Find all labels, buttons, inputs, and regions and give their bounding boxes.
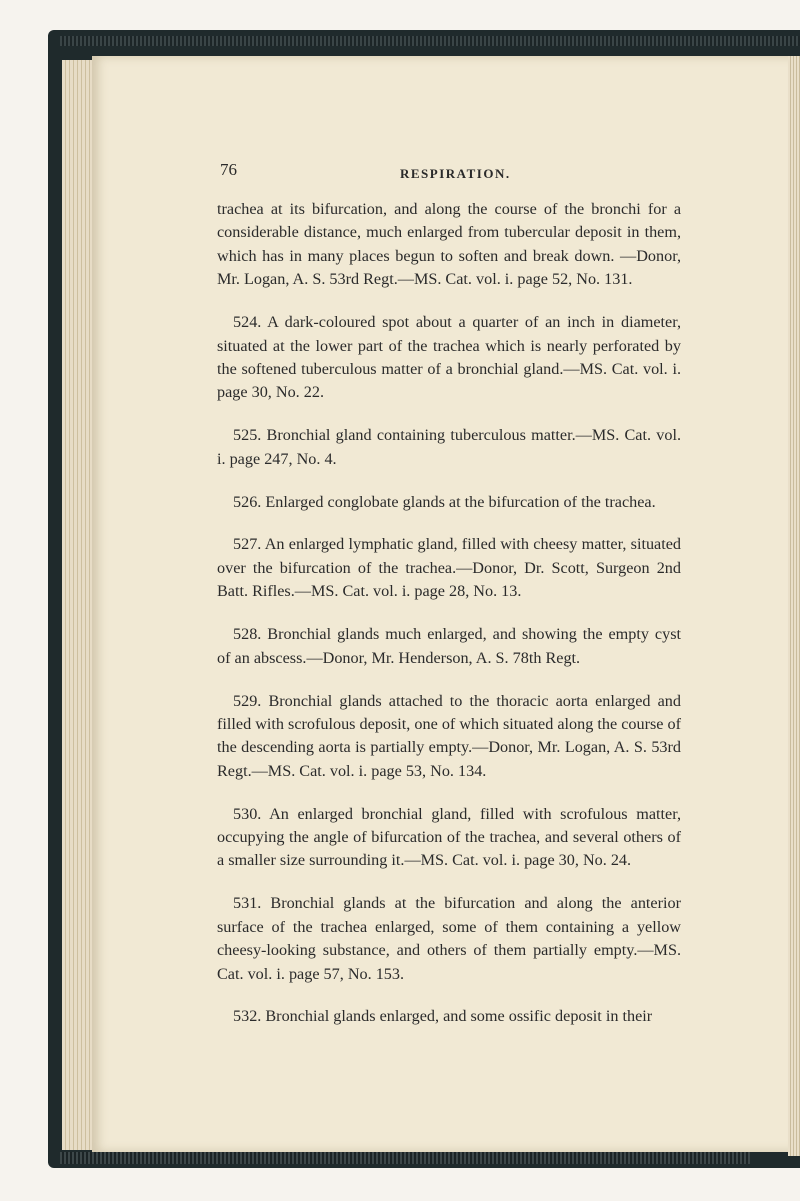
entry-530: 530. An enlarged bronchial gland, filled with scrofulous matter, occupying the angle of bifurcation of the trachea, and several others of a smaller size surrounding it.—MS. Cat. vol. i. page 30, No. 24. [217, 804, 681, 870]
entry-531: 531. Bronchial glands at the bifurcation and along the anterior surface of the trachea enlarged, some of them containing a yellow cheesy-looking substance, and others of them partially empty.—MS. Cat. vol. i. page 57, No. 153. [217, 894, 681, 983]
page-number: 76 [220, 160, 237, 179]
running-head: RESPIRATION. [400, 166, 511, 181]
page-header [220, 160, 680, 190]
entry-532: 532. Bronchial glands enlarged, and some ossific deposit in their [233, 1007, 653, 1026]
entry-529: 529. Bronchial glands attached to the thoracic aorta enlarged and filled with scrofulous deposit, one of which situated along the course of the descending aorta is partially empty.—Donor, Mr. Logan, A. S. 53rd Regt.—MS. Cat. vol. i. page 53, No. 134. [217, 691, 681, 780]
entry-525: 525. Bronchial gland containing tuberculous matter.—MS. Cat. vol. i. page 247, No. 4. [217, 426, 681, 468]
cover-edge-top [60, 36, 800, 46]
page-body [217, 198, 681, 1048]
entry-528: 528. Bronchial glands much enlarged, and showing the empty cyst of an abscess.—Donor, Mr. Henderson, A. S. 78th Regt. [217, 625, 681, 667]
page-fore-edge [788, 56, 800, 1156]
entry-524: 524. A dark-coloured spot about a quarter of an inch in diameter, situated at the lower part of the trachea which is nearly perforated by the softened tuberculous matter of a bronchial gland.—MS. Cat. vol. i. page 30, No. 22. [217, 313, 681, 402]
entry-526: 526. Enlarged conglobate glands at the bifurcation of the trachea. [233, 492, 656, 511]
cover-edge-bottom [60, 1152, 750, 1164]
paragraph-continued: trachea at its bifurcation, and along the course of the bronchi for a considerable distance, much enlarged from tubercular deposit in them, which has in many places begun to soften and break down. —Donor, Mr. Logan, A. S. 53rd Regt.—MS. Cat. vol. i. page 52, No. 131. [217, 200, 681, 289]
entry-527: 527. An enlarged lymphatic gland, filled with cheesy matter, situated over the bifurcation of the trachea.—Donor, Dr. Scott, Surgeon 2nd Batt. Rifles.—MS. Cat. vol. i. page 28, No. 13. [217, 535, 681, 601]
